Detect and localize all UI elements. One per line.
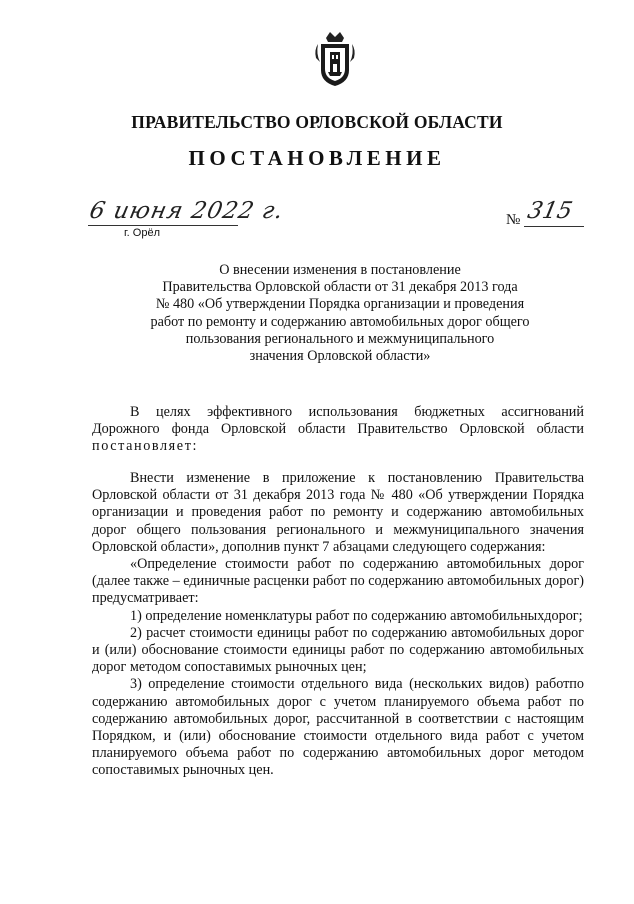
intro-paragraph [92,404,584,456]
list-item: 2) расчет стоимости единицы работ по содержанию автомобильных дорог и (или) обоснование стоимости единицы работ по содержанию автомобильных дорог методом сопоставимых рыночных цен; [92,624,584,676]
subject-line: О внесении изменения в постановление [219,262,461,278]
document-type-title: ПОСТАНОВЛЕНИЕ [188,146,446,170]
handwritten-date: 6 июня 2022 г. [87,198,287,224]
decree-word: постановляет: [92,438,199,455]
city-label: г. Орёл [124,227,160,239]
subject-line: Правительства Орловской области от 31 декабря 2013 года [162,279,518,296]
list-item: 1) определение номенклатуры работ по содержанию автомобильныхдорог; [130,607,583,624]
number-label: № [506,212,521,228]
subject-line: значения Орловской области» [249,348,431,365]
paragraph: Внести изменение в приложение к постановлению Правительства Орловской области от 31 декабря 2013 года № 480 «Об утверждении Порядка организации и проведения работ по ремонту и содержанию автомобильных дорог общего пользования регионального и межмуниципального значения Орловской области», дополнив пункт 7 абзацами следующего содержания: [92,470,584,555]
document-subject [100,262,580,365]
main-body [92,470,584,780]
number-underline [524,226,584,227]
coat-of-arms-icon [312,28,358,88]
subject-line: № 480 «Об утверждении Порядка организации и проведения [155,296,525,313]
intro-body: В целях эффективного использования бюджетных ассигнований Дорожного фонда Орловской области Правительство Орловской области [92,404,584,438]
government-title: ПРАВИТЕЛЬСТВО ОРЛОВСКОЙ ОБЛАСТИ [131,112,503,132]
handwritten-number: 315 [525,198,575,224]
subject-line: пользования регионального и межмуниципального [185,330,495,347]
paragraph: «Определение стоимости работ по содержанию автомобильных дорог (далее также – единичные расценки работ по содержанию автомобильных дорог) предусматривает: [92,556,584,607]
subject-line: работ по ремонту и содержанию автомобильных дорог общего [150,313,530,330]
date-underline [88,225,238,226]
list-item: 3) определение стоимости отдельного вида (нескольких видов) работпо содержанию автомобильных дорог с учетом планируемого объема работ по содержанию автомобильных дорог, рассчитанной в соответствии с настоящим Порядком, и (или) обоснование стоимости отдельного вида работ с учетом планируемого объема работ по содержанию автомобильных дорог методом сопоставимых рыночных цен. [92,676,584,779]
intro-text [92,404,584,456]
